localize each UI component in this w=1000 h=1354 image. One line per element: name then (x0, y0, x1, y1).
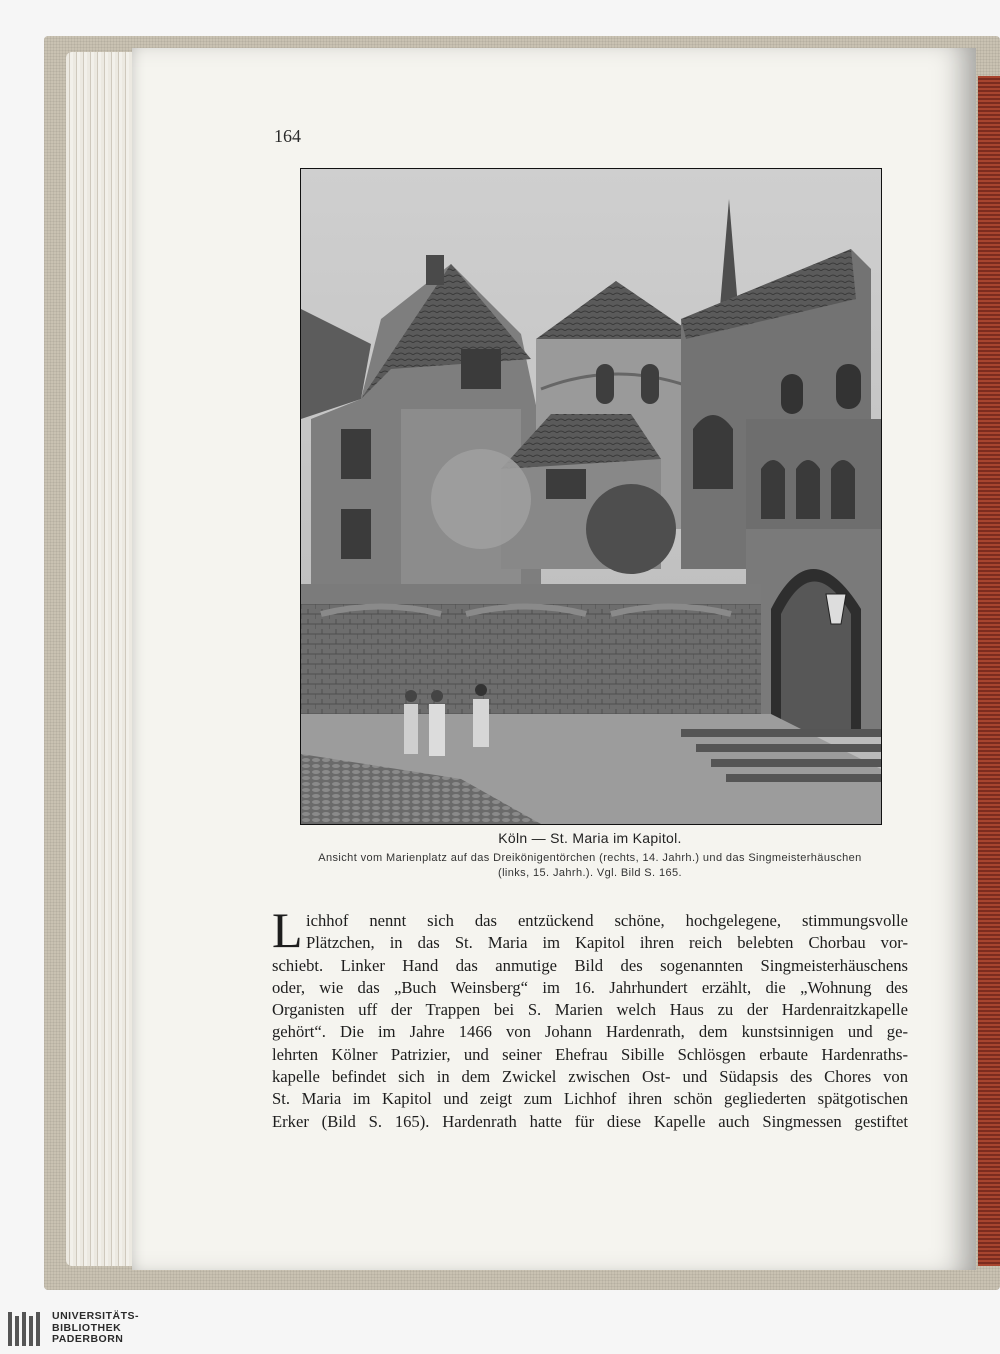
library-logo-text (52, 1311, 139, 1346)
library-logo-line: PADERBORN (52, 1333, 124, 1345)
text-line: ichhof nennt sich das entzückend schöne, hochgelegene, stimmungsvolle (306, 911, 908, 930)
figure-caption (290, 851, 890, 881)
text-line: lehrten Kölner Patrizier, und seiner Ehefrau Sibille Schlösgen erbaute Hardenraths- (272, 1044, 908, 1064)
text-line: Plätzchen, in das St. Maria im Kapitol ihren reich belebten Chorbau vor- (306, 933, 908, 953)
opposite-page-edge (978, 76, 1000, 1266)
photograph-st-maria-im-kapitol (300, 168, 882, 825)
text-line: kapelle befindet sich in dem Zwickel zwischen Ost- und Südapsis des Chores von (272, 1067, 908, 1087)
text-line: schiebt. Linker Hand das anmutige Bild des sogenannten Singmeisterhäuschens (272, 955, 908, 975)
library-logo-line: UNIVERSITÄTS- (52, 1310, 140, 1322)
drop-capital: L (272, 902, 303, 958)
library-logo (0, 1306, 160, 1354)
text-line: Erker (Bild S. 165). Hardenrath hatte für diese Kapelle auch Singmessen gestiftet (272, 1111, 908, 1131)
text-line: gehört“. Die im Jahre 1466 von Johann Hardenrath, dem kunstsinnigen und ge- (272, 1022, 908, 1042)
figure-title: Köln — St. Maria im Kapitol. (498, 830, 682, 846)
page-number: 164 (274, 126, 301, 146)
text-line: Organisten uff der Trappen bei S. Marien welch Haus zu der Hardenraitzkapelle (272, 1000, 908, 1020)
library-logo-mark-icon (6, 1310, 46, 1350)
page-stack-edges (66, 52, 136, 1266)
text-line: oder, wie das „Buch Weinsberg“ im 16. Jahrhundert erzählt, die „Wohnung des (272, 977, 908, 997)
figure-caption-line: Ansicht vom Marienplatz auf das Dreikönigentörchen (rechts, 14. Jahrh.) und das Singmeisterhäuschen (318, 852, 862, 864)
text-line: St. Maria im Kapitol und zeigt zum Lichhof ihren schön gegliederten spätgotischen (272, 1089, 908, 1109)
body-paragraph (272, 902, 908, 1133)
library-logo-line: BIBLIOTHEK (52, 1321, 122, 1334)
figure-caption-line: (links, 15. Jahrh.). Vgl. Bild S. 165. (498, 867, 682, 879)
